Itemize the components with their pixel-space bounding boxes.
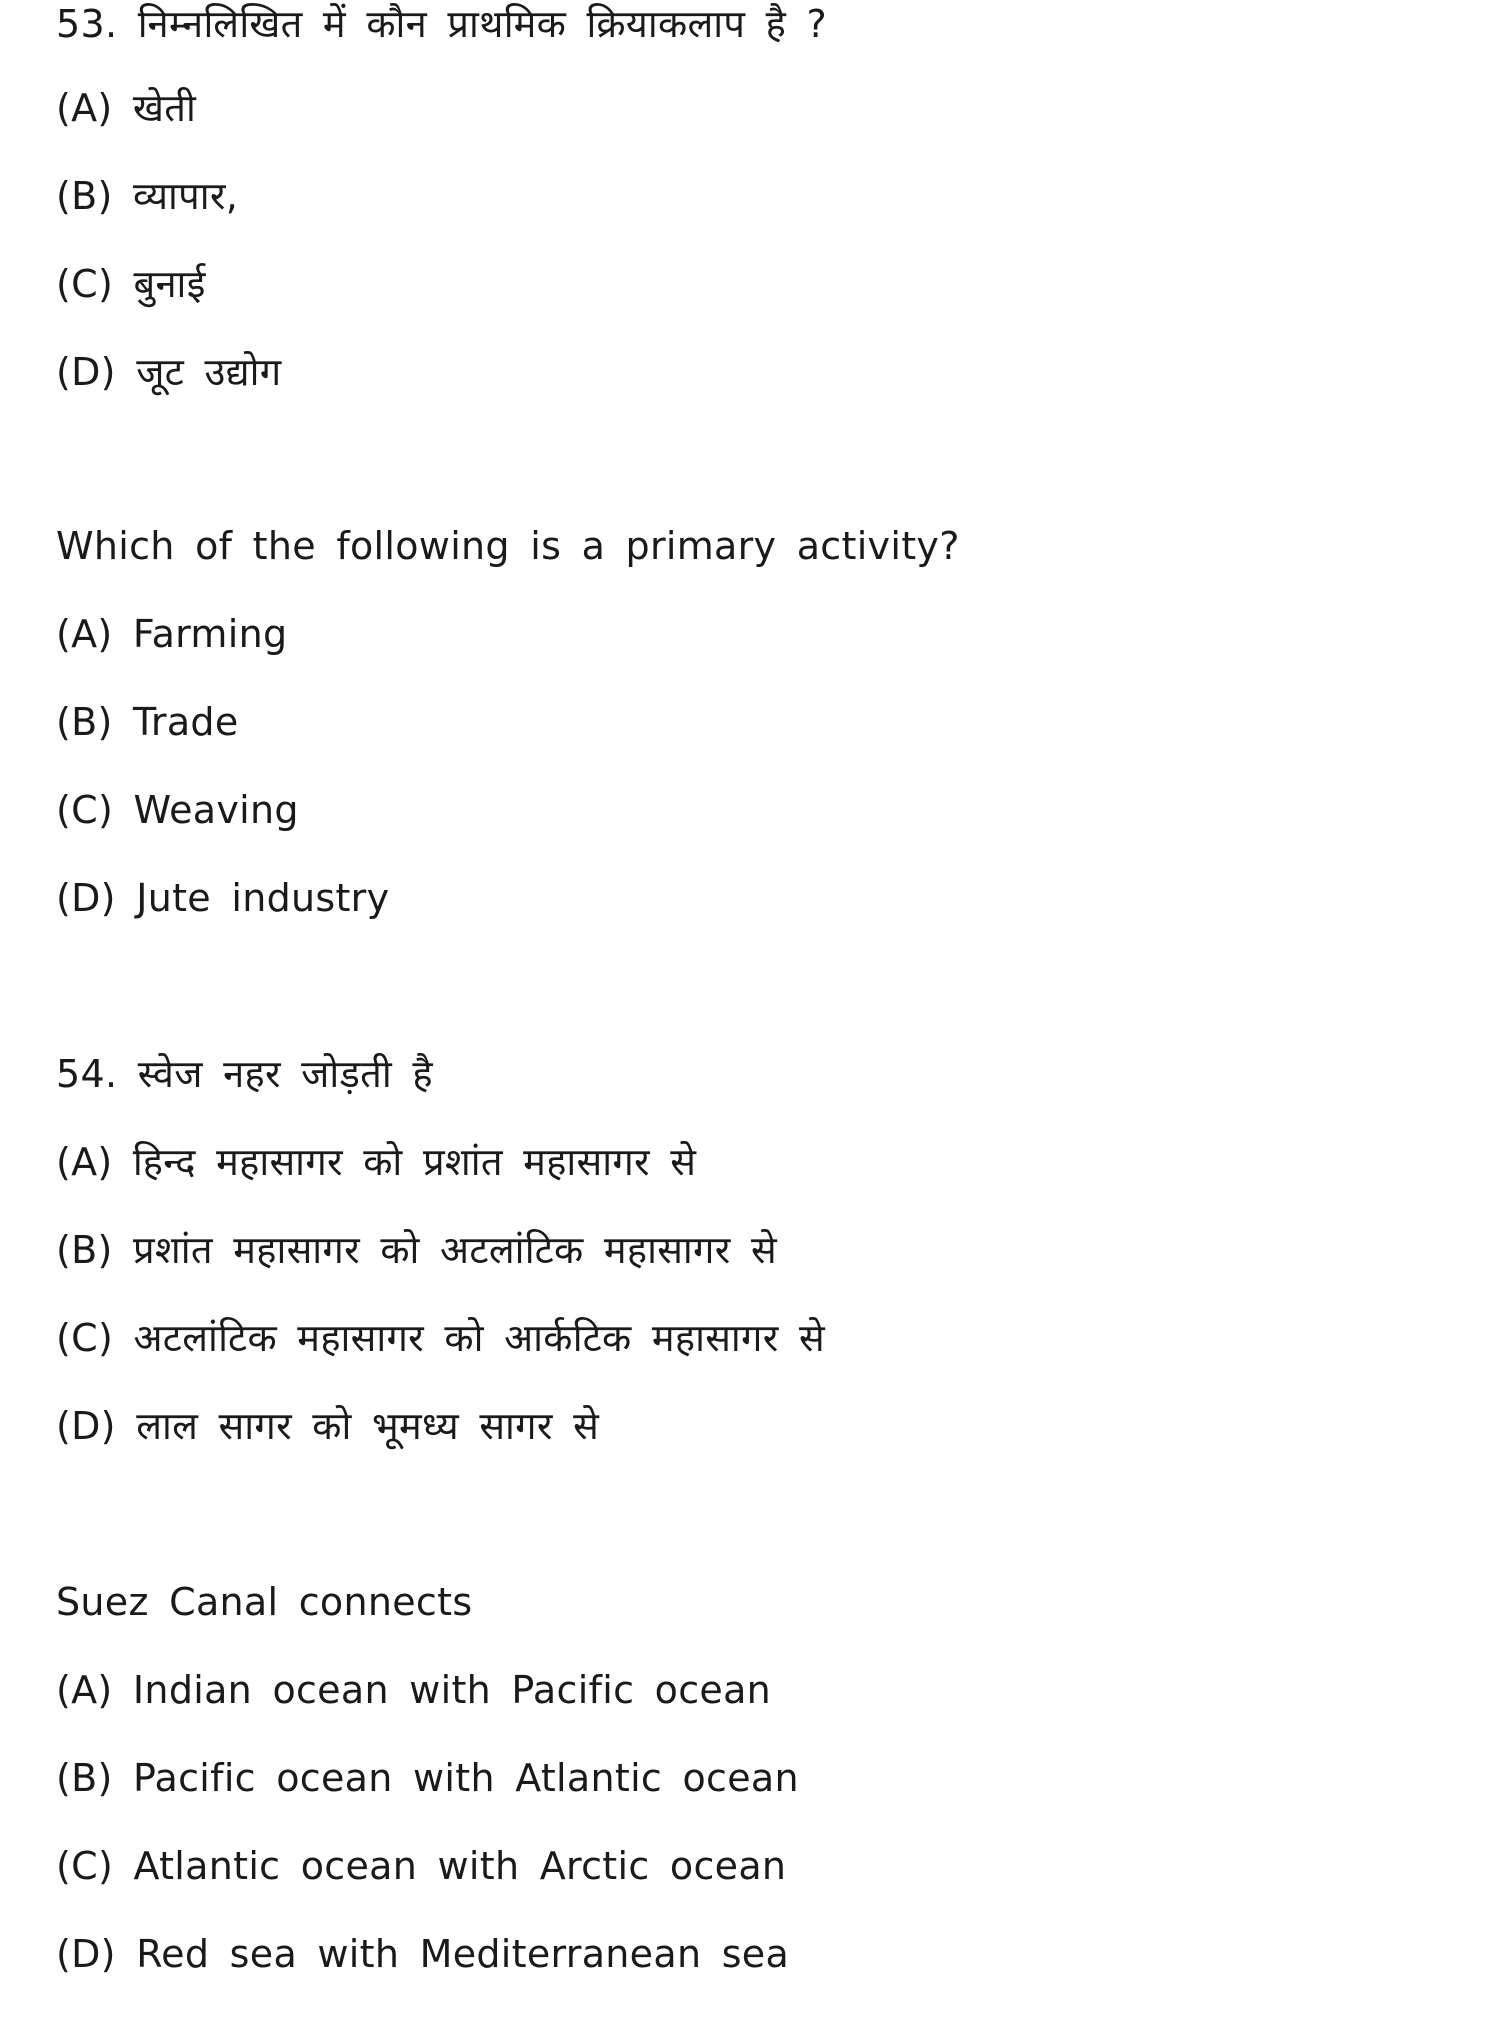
question-54-hindi-option-b: (B) प्रशांत महासागर को अटलांटिक महासागर से: [56, 1228, 777, 1272]
question-54-hindi-stem: 54. स्वेज नहर जोड़ती है: [56, 1052, 433, 1096]
question-53-hindi-option-c: (C) बुनाई: [56, 262, 206, 306]
question-53-english-option-b: (B) Trade: [56, 700, 239, 744]
question-53-english-stem: Which of the following is a primary activity?: [56, 524, 960, 568]
question-54-english-option-b: (B) Pacific ocean with Atlantic ocean: [56, 1756, 799, 1800]
question-54-english-option-d: (D) Red sea with Mediterranean sea: [56, 1932, 790, 1976]
question-54-english-stem: Suez Canal connects: [56, 1580, 473, 1624]
question-53-hindi-stem: 53. निम्नलिखित में कौन प्राथमिक क्रियाकलाप है ?: [56, 2, 827, 46]
question-54-hindi-option-c: (C) अटलांटिक महासागर को आर्कटिक महासागर से: [56, 1316, 825, 1360]
question-53-hindi-option-d: (D) जूट उद्योग: [56, 350, 282, 394]
question-53-english-option-c: (C) Weaving: [56, 788, 299, 832]
question-53-hindi-option-a: (A) खेती: [56, 86, 197, 130]
question-54-hindi-option-d: (D) लाल सागर को भूमध्य सागर से: [56, 1404, 600, 1448]
question-54-english-option-c: (C) Atlantic ocean with Arctic ocean: [56, 1844, 787, 1888]
question-53-hindi-option-b: (B) व्यापार,: [56, 174, 239, 218]
question-54-english-option-a: (A) Indian ocean with Pacific ocean: [56, 1668, 772, 1712]
question-53-english-option-a: (A) Farming: [56, 612, 288, 656]
question-53-english-option-d: (D) Jute industry: [56, 876, 390, 920]
question-54-hindi-option-a: (A) हिन्द महासागर को प्रशांत महासागर से: [56, 1140, 697, 1184]
